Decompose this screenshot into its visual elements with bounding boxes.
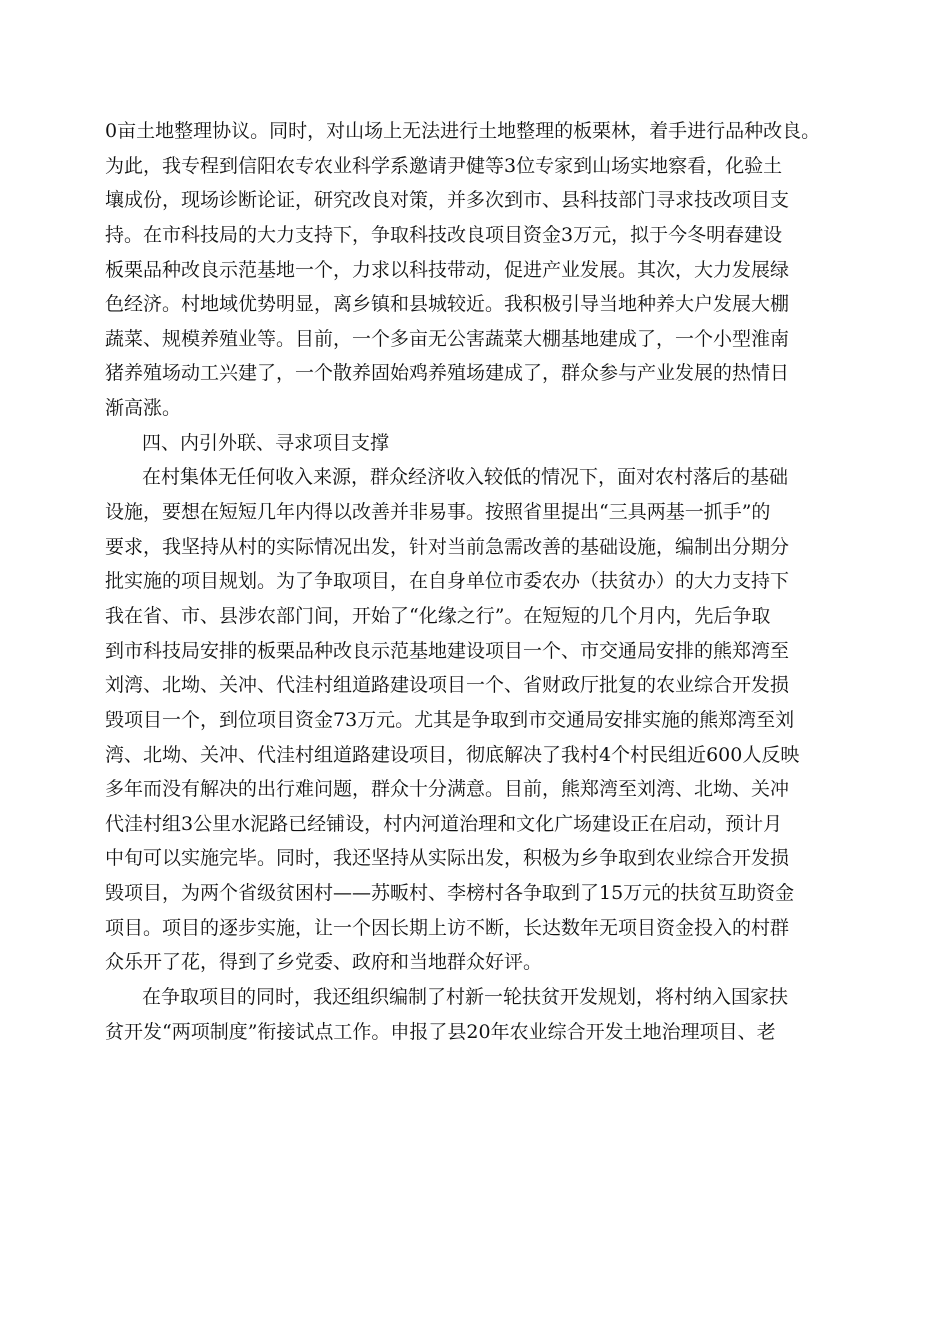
text-line: 设施，要想在短短几年内得以改善并非易事。按照省里提出“三具两基一抓手”的 [105,501,771,524]
section-heading: 四、内引外联、寻求项目支撑 [142,431,390,454]
text-line: 猪养殖场动工兴建了，一个散养固始鸡养殖场建成了，群众参与产业发展的热情日 [105,362,790,385]
text-line: 壤成份，现场诊断论证，研究改良对策，并多次到市、县科技部门寻求技改项目支 [105,189,790,212]
text-line: 我在省、市、县涉农部门间，开始了“化缘之行”。在短短的几个月内，先后争取 [105,604,771,627]
text-line: 板栗品种改良示范基地一个，力求以科技带动，促进产业发展。其次，大力发展绿 [105,258,790,281]
text-line: 要求，我坚持从村的实际情况出发，针对当前急需改善的基础设施，编制出分期分 [105,535,790,558]
text-line: 项目。项目的逐步实施，让一个因长期上访不断，长达数年无项目资金投入的村群 [105,916,790,939]
paragraph-first-line: 在争取项目的同时，我还组织编制了村新一轮扶贫开发规划，将村纳入国家扶 [142,986,789,1009]
text-line: 众乐开了花，得到了乡党委、政府和当地群众好评。 [105,951,543,974]
paragraph-first-line: 在村集体无任何收入来源，群众经济收入较低的情况下，面对农村落后的基础 [142,466,789,489]
text-line: 贫开发“两项制度”衔接试点工作。申报了县20年农业综合开发土地治理项目、老 [105,1020,776,1043]
document-body [105,114,865,1049]
text-line: 多年而没有解决的出行难问题，群众十分满意。目前，熊郑湾至刘湾、北坳、关冲 [105,778,790,801]
text-line: 中旬可以实施完毕。同时，我还坚持从实际出发，积极为乡争取到农业综合开发损 [105,847,790,870]
text-line: 渐高涨。 [105,397,182,420]
text-line: 毁项目一个，到位项目资金73万元。尤其是争取到市交通局安排实施的熊郑湾至刘 [105,708,795,731]
text-line: 0亩土地整理协议。同时，对山场上无法进行土地整理的板栗林，着手进行品种改良。 [105,120,821,142]
text-line: 持。在市科技局的大力支持下，争取科技改良项目资金3万元，拟于今冬明春建设 [105,223,783,246]
text-line: 色经济。村地域优势明显，离乡镇和县城较近。我积极引导当地种养大户发展大棚 [105,293,790,316]
text-line: 蔬菜、规模养殖业等。目前，一个多亩无公害蔬菜大棚基地建成了，一个小型淮南 [105,327,790,350]
text-line: 代洼村组3公里水泥路已经铺设，村内河道治理和文化广场建设正在启动，预计月 [105,812,783,835]
text-line: 毁项目，为两个省级贫困村——苏畈村、李榜村各争取到了15万元的扶贫互助资金 [105,882,795,905]
text-line: 为此，我专程到信阳农专农业科学系邀请尹健等3位专家到山场实地察看，化验土 [105,154,783,177]
text-line: 湾、北坳、关冲、代洼村组道路建设项目，彻底解决了我村4个村民组近600人反映 [105,743,800,766]
text-line: 到市科技局安排的板栗品种改良示范基地建设项目一个、市交通局安排的熊郑湾至 [105,639,790,662]
text-line: 批实施的项目规划。为了争取项目，在自身单位市委农办（扶贫办）的大力支持下 [105,570,790,593]
text-line: 刘湾、北坳、关冲、代洼村组道路建设项目一个、省财政厅批复的农业综合开发损 [105,674,790,697]
